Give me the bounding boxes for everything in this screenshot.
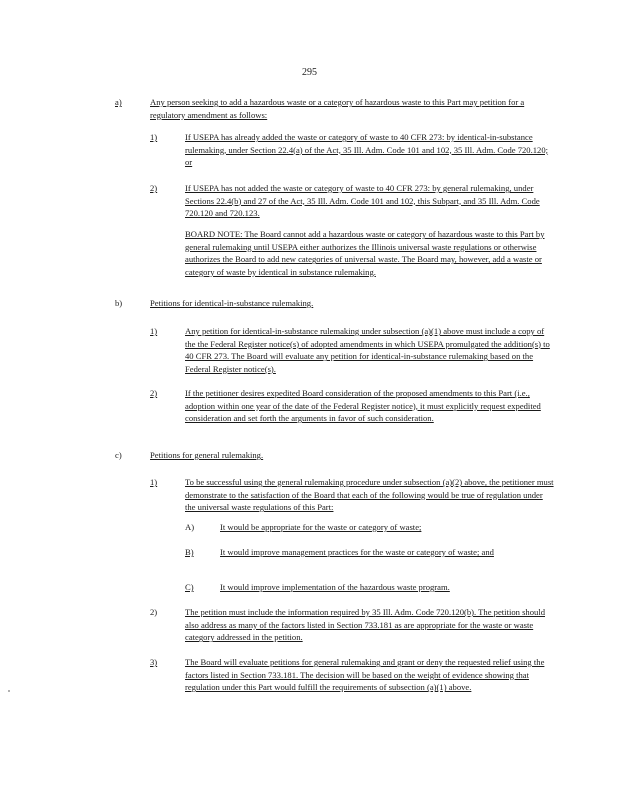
- section-c-item-3-label: 3): [150, 657, 158, 667]
- section-c-item-1-sub-b-text: It would improve management practices for the waste or category of waste; and: [220, 547, 494, 557]
- section-b-item-1-label: 1): [150, 326, 158, 336]
- section-b-item-1-text: Any petition for identical-in-substance rulemaking under subsection (a)(1) above must include a copy of the the Federal Register notice(s) of adopted amendments in which USEPA promulgated the addition(s) to 40 CFR 273. The Board will evaluate any petition for identical-in-substance rulemaking based on the Federal Register notice(s).: [185, 326, 550, 374]
- section-b-heading: Petitions for identical-in-substance rulemaking.: [150, 298, 314, 308]
- section-c-item-2-text: The petition must include the information required by 35 Ill. Adm. Code 720.120(b). The petition should also address as many of the factors listed in Section 733.181 as are appropriate for the waste or waste category addressed in the petition.: [185, 607, 546, 643]
- section-c-item-1-sub-b-label: B): [185, 547, 194, 557]
- section-c-item-1-sub-a-text: It would be appropriate for the waste or category of waste;: [220, 522, 422, 532]
- page-number: 295: [302, 67, 317, 78]
- section-a-item-1-text: If USEPA has already added the waste or category of waste to 40 CFR 273: by identical-in-substance rulemaking, under Section 22.4(a) of the Act, 35 Ill. Adm. Code 101 and 102, 35 Ill. Adm. Code 720.120; or: [185, 132, 549, 168]
- section-b-item-2-label: 2): [150, 388, 158, 398]
- section-c-label: c): [115, 450, 122, 460]
- section-a-label: a): [115, 97, 122, 107]
- section-c-item-1-sub-c-label: C): [185, 582, 194, 592]
- section-b-item-2-text: If the petitioner desires expedited Board consideration of the proposed amendments to this Part (i.e., adoption within one year of the date of the Federal Register notice), it must explicitly request expedited consideration and set forth the arguments in favor of such consideration.: [185, 388, 541, 424]
- section-c-item-1-sub-a-label: A): [185, 522, 195, 532]
- section-c-item-3-text: The Board will evaluate petitions for general rulemaking and grant or deny the requested relief using the factors listed in Section 733.181. The decision will be based on the weight of evidence showing that regulation under this Part would fulfill the requirements of subsection (a)(1) above.: [185, 657, 545, 693]
- section-c-item-1-sub-c-text: It would improve implementation of the hazardous waste program.: [220, 582, 450, 592]
- section-c-item-2-label: 2): [150, 607, 158, 617]
- section-a-item-1-label: 1): [150, 132, 158, 142]
- section-a-text: Any person seeking to add a hazardous waste or a category of hazardous waste to this Part may petition for a regulatory amendment as follows:: [150, 97, 525, 120]
- section-a-item-2-text: If USEPA has not added the waste or category of waste to 40 CFR 273: by general rulemaking, under Sections 22.4(b) and 27 of the Act, 35 Ill. Adm. Code 101 and 102, this Subpart, and 35 Ill. Adm. Code 720.120 and 720.123.: [185, 183, 540, 219]
- scan-speck: [8, 690, 10, 692]
- board-note: BOARD NOTE: The Board cannot add a hazardous waste or category of hazardous waste to this Part by general rulemaking until USEPA either authorizes the Illinois universal waste regulations or otherwise authorizes the Board to add new categories of universal waste. The Board may, however, add a waste or category of waste by identical in substance rulemaking.: [185, 229, 545, 277]
- section-c-item-1-label: 1): [150, 477, 158, 487]
- section-c-heading: Petitions for general rulemaking.: [150, 450, 264, 460]
- section-c-item-1-text: To be successful using the general rulemaking procedure under subsection (a)(2) above, the petitioner must demonstrate to the satisfaction of the Board that each of the following would be true of regulation under the universal waste regulations of this Part:: [185, 477, 554, 513]
- section-a-item-2-label: 2): [150, 183, 158, 193]
- section-b-label: b): [115, 298, 123, 308]
